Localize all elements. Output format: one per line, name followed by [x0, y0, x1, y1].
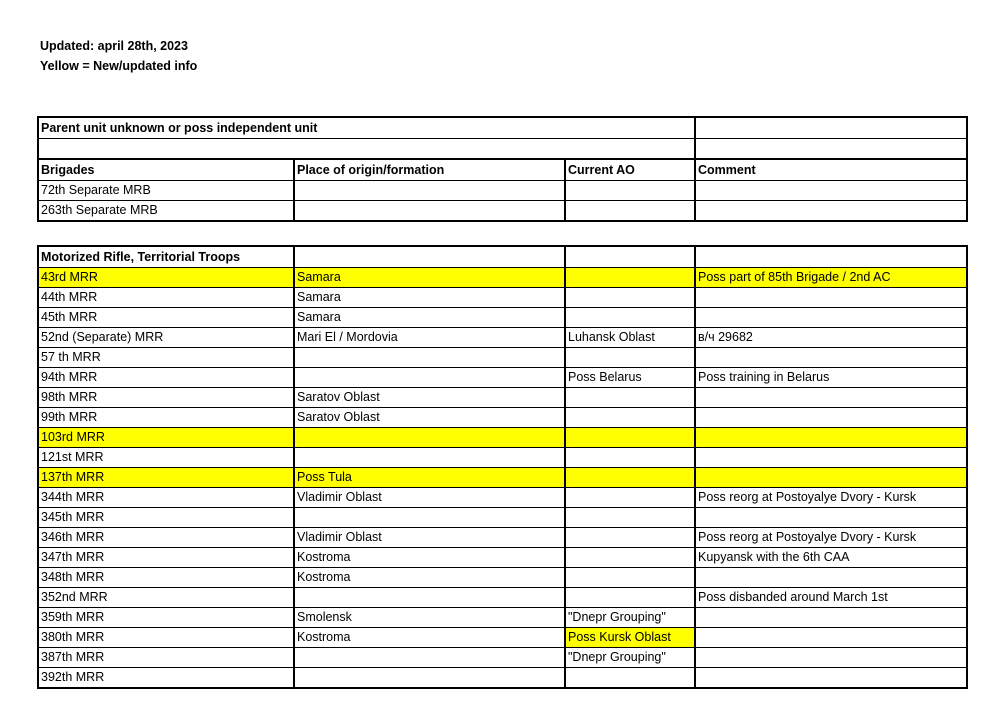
table-cell [695, 139, 967, 160]
table-spacer-row [38, 139, 967, 160]
origin-cell [294, 181, 565, 201]
table-title: Parent unit unknown or poss independent unit [38, 117, 695, 139]
ao-cell [565, 548, 695, 568]
origin-cell [294, 368, 565, 388]
comment-cell [695, 181, 967, 201]
table-cell [565, 246, 695, 268]
table-row [38, 468, 967, 488]
unit-cell: 380th MRR [38, 628, 294, 648]
table-row [38, 288, 967, 308]
unit-cell: 359th MRR [38, 608, 294, 628]
ao-cell [565, 468, 695, 488]
unit-cell: 352nd MRR [38, 588, 294, 608]
ao-cell [565, 568, 695, 588]
table-title-row [38, 246, 967, 268]
unit-cell: 94th MRR [38, 368, 294, 388]
table-cell [695, 246, 967, 268]
ao-cell: Luhansk Oblast [565, 328, 695, 348]
comment-cell: Poss part of 85th Brigade / 2nd AC [695, 268, 967, 288]
origin-cell: Poss Tula [294, 468, 565, 488]
comment-cell: Poss disbanded around March 1st [695, 588, 967, 608]
comment-cell [695, 668, 967, 689]
unit-cell: 263th Separate MRB [38, 201, 294, 222]
origin-cell: Kostroma [294, 568, 565, 588]
comment-cell: Poss training in Belarus [695, 368, 967, 388]
table-row [38, 428, 967, 448]
ao-cell [565, 268, 695, 288]
ao-cell [565, 181, 695, 201]
origin-cell: Samara [294, 288, 565, 308]
unit-cell: 347th MRR [38, 548, 294, 568]
comment-cell [695, 308, 967, 328]
table-cell [294, 246, 565, 268]
origin-cell [294, 648, 565, 668]
table-row [38, 648, 967, 668]
origin-cell: Kostroma [294, 628, 565, 648]
origin-cell: Kostroma [294, 548, 565, 568]
table-row [38, 588, 967, 608]
unit-cell: 103rd MRR [38, 428, 294, 448]
table-row [38, 308, 967, 328]
origin-cell: Saratov Oblast [294, 408, 565, 428]
origin-cell [294, 348, 565, 368]
table-row [38, 448, 967, 468]
origin-cell: Saratov Oblast [294, 388, 565, 408]
ao-cell [565, 428, 695, 448]
ao-cell: "Dnepr Grouping" [565, 648, 695, 668]
comment-cell [695, 288, 967, 308]
table-row [38, 328, 967, 348]
table-row [38, 548, 967, 568]
unit-cell: 98th MRR [38, 388, 294, 408]
territorial-troops-rows [38, 268, 967, 689]
origin-cell: Samara [294, 308, 565, 328]
origin-cell [294, 588, 565, 608]
comment-cell [695, 348, 967, 368]
ao-cell [565, 528, 695, 548]
comment-cell: в/ч 29682 [695, 328, 967, 348]
table-row [38, 608, 967, 628]
table-row [38, 181, 967, 201]
table-row [38, 528, 967, 548]
comment-cell [695, 508, 967, 528]
table-row [38, 268, 967, 288]
comment-cell: Poss reorg at Postoyalye Dvory - Kursk [695, 528, 967, 548]
origin-cell: Vladimir Oblast [294, 488, 565, 508]
origin-cell: Vladimir Oblast [294, 528, 565, 548]
ao-cell [565, 508, 695, 528]
table-row [38, 508, 967, 528]
unit-cell: 348th MRR [38, 568, 294, 588]
origin-cell [294, 668, 565, 689]
comment-cell [695, 628, 967, 648]
unit-cell: 387th MRR [38, 648, 294, 668]
table-row [38, 628, 967, 648]
origin-cell [294, 508, 565, 528]
table-row [38, 388, 967, 408]
origin-cell: Samara [294, 268, 565, 288]
origin-cell: Mari El / Mordovia [294, 328, 565, 348]
comment-cell [695, 428, 967, 448]
table-row [38, 668, 967, 689]
comment-cell [695, 648, 967, 668]
origin-cell [294, 428, 565, 448]
table-row [38, 201, 967, 222]
unit-cell: 345th MRR [38, 508, 294, 528]
comment-cell [695, 201, 967, 222]
origin-cell: Smolensk [294, 608, 565, 628]
unit-cell: 43rd MRR [38, 268, 294, 288]
unit-cell: 137th MRR [38, 468, 294, 488]
updated-date-note: Updated: april 28th, 2023 [40, 39, 188, 53]
ao-cell [565, 408, 695, 428]
table-row [38, 488, 967, 508]
origin-cell [294, 201, 565, 222]
ao-cell: "Dnepr Grouping" [565, 608, 695, 628]
origin-cell [294, 448, 565, 468]
territorial-troops-table [37, 245, 968, 689]
unit-cell: 57 th MRR [38, 348, 294, 368]
ao-cell [565, 588, 695, 608]
table-row [38, 368, 967, 388]
unit-cell: 392th MRR [38, 668, 294, 689]
unit-cell: 346th MRR [38, 528, 294, 548]
comment-cell [695, 608, 967, 628]
comment-cell [695, 388, 967, 408]
table-row [38, 408, 967, 428]
ao-cell [565, 201, 695, 222]
comment-cell: Kupyansk with the 6th CAA [695, 548, 967, 568]
color-legend-note: Yellow = New/updated info [40, 59, 198, 73]
unit-cell: 52nd (Separate) MRR [38, 328, 294, 348]
ao-cell [565, 448, 695, 468]
ao-cell: Poss Belarus [565, 368, 695, 388]
independent-units-table [37, 116, 968, 222]
unit-cell: 344th MRR [38, 488, 294, 508]
comment-cell [695, 408, 967, 428]
comment-cell [695, 448, 967, 468]
ao-cell [565, 348, 695, 368]
column-header-row [38, 159, 967, 181]
ao-cell [565, 288, 695, 308]
table-cell [695, 117, 967, 139]
column-header-origin: Place of origin/formation [294, 159, 565, 181]
table-title: Motorized Rifle, Territorial Troops [38, 246, 294, 268]
table-cell [38, 139, 695, 160]
column-header-brigades: Brigades [38, 159, 294, 181]
ao-cell [565, 668, 695, 689]
unit-cell: 44th MRR [38, 288, 294, 308]
comment-cell: Poss reorg at Postoyalye Dvory - Kursk [695, 488, 967, 508]
comment-cell [695, 468, 967, 488]
table-title-row [38, 117, 967, 139]
ao-cell: Poss Kursk Oblast [565, 628, 695, 648]
unit-cell: 121st MRR [38, 448, 294, 468]
unit-cell: 72th Separate MRB [38, 181, 294, 201]
unit-cell: 45th MRR [38, 308, 294, 328]
comment-cell [695, 568, 967, 588]
unit-cell: 99th MRR [38, 408, 294, 428]
ao-cell [565, 488, 695, 508]
column-header-comment: Comment [695, 159, 967, 181]
column-header-current-ao: Current AO [565, 159, 695, 181]
table-row [38, 568, 967, 588]
ao-cell [565, 308, 695, 328]
ao-cell [565, 388, 695, 408]
table-row [38, 348, 967, 368]
